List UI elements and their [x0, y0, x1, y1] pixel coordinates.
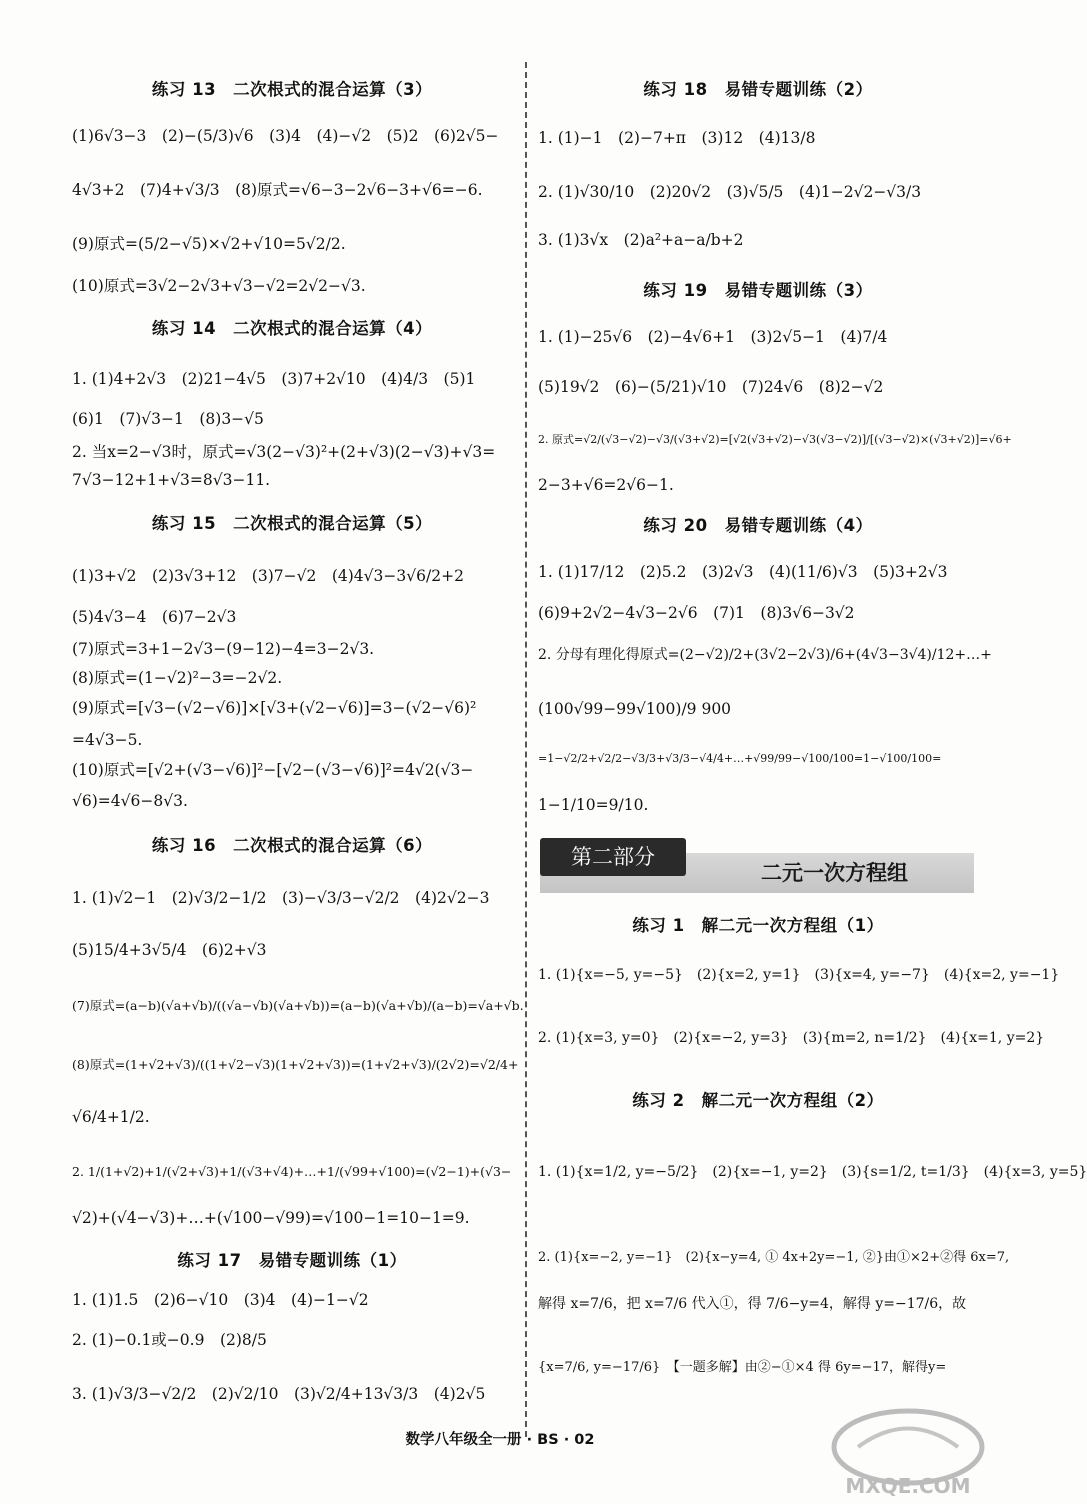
practice15-line: (9)原式=[√3−(√2−√6)]×[√3+(√2−√6)]=3−(√2−√6)²	[72, 699, 477, 717]
practice16-line: (7)原式=(a−b)(√a+√b)/((√a−√b)(√a+√b))=(a−b)(√a+√b)/(a−b)=√a+√b.	[72, 998, 524, 1013]
ex2-line: {x=7/6, y=−17/6} 【一题多解】由②−①×4 得 6y=−17，解得y=	[538, 1360, 947, 1375]
practice15-line: =4√3−5.	[72, 731, 143, 749]
practice14-line: (6)1 (7)√3−1 (8)3−√5	[72, 410, 264, 428]
ex2-line: 1. (1){x=1/2, y=−5/2} (2){x=−1, y=2} (3){s=1/2, t=1/3} (4){x=3, y=5}	[538, 1164, 1087, 1180]
part-two-banner	[538, 838, 978, 890]
practice20-line: (100√99−99√100)/9 900	[538, 700, 732, 718]
watermark-text: MXQE.COM	[845, 1474, 971, 1498]
practice17-title: 练习 17 易错专题训练（1）	[177, 1251, 407, 1270]
practice16-title: 练习 16 二次根式的混合运算（6）	[151, 836, 433, 855]
practice14-line: 1. (1)4+2√3 (2)21−4√5 (3)7+2√10 (4)4/3 (5)1	[72, 370, 476, 388]
practice13-title: 练习 13 二次根式的混合运算（3）	[151, 80, 433, 99]
ex2-line: 2. (1){x=−2, y=−1} (2){x−y=4, ① 4x+2y=−1, ②}由①×2+②得 6x=7,	[538, 1250, 1010, 1265]
practice14-line: 7√3−12+1+√3=8√3−11.	[72, 471, 271, 489]
practice15-line: (7)原式=3+1−2√3−(9−12)−4=3−2√3.	[72, 640, 375, 658]
practice19-title: 练习 19 易错专题训练（3）	[643, 281, 873, 300]
practice15-line: (1)3+√2 (2)3√3+12 (3)7−√2 (4)4√3−3√6/2+2	[72, 567, 464, 585]
column-divider	[525, 62, 527, 1437]
ex1-title: 练习 1 解二元一次方程组（1）	[632, 916, 884, 935]
practice13-line: (1)6√3−3 (2)−(5/3)√6 (3)4 (4)−√2 (5)2 (6)2√5−	[72, 127, 499, 145]
practice16-line: √6/4+1/2.	[72, 1108, 150, 1126]
practice18-line: 1. (1)−1 (2)−7+π (3)12 (4)13/8	[538, 129, 816, 147]
ex1-line: 2. (1){x=3, y=0} (2){x=−2, y=3} (3){m=2, n=1/2} (4){x=1, y=2}	[538, 1030, 1045, 1046]
practice16-line: 2. 1/(1+√2)+1/(√2+√3)+1/(√3+√4)+…+1/(√99+√100)=(√2−1)+(√3−	[72, 1164, 512, 1179]
practice13-line: (9)原式=(5/2−√5)×√2+√10=5√2/2.	[72, 235, 346, 253]
practice15-line: (10)原式=[√2+(√3−√6)]²−[√2−(√3−√6)]²=4√2(√3−	[72, 761, 474, 779]
watermark-logo-icon	[828, 1405, 988, 1500]
practice19-line: (5)19√2 (6)−(5/21)√10 (7)24√6 (8)2−√2	[538, 378, 884, 396]
practice19-line: 2−3+√6=2√6−1.	[538, 476, 674, 494]
practice13-line: 4√3+2 (7)4+√3/3 (8)原式=√6−3−2√6−3+√6=−6.	[72, 181, 483, 199]
practice18-line: 3. (1)3√x (2)a²+a−a/b+2	[538, 231, 744, 249]
practice20-line: 2. 分母有理化得原式=(2−√2)/2+(3√2−2√3)/6+(4√3−3√4)/12+…+	[538, 647, 992, 663]
practice20-line: (6)9+2√2−4√3−2√6 (7)1 (8)3√6−3√2	[538, 604, 855, 622]
practice20-line: =1−√2/2+√2/2−√3/3+√3/3−√4/4+…+√99/99−√100/100=1−√100/100=	[538, 752, 942, 765]
practice20-title: 练习 20 易错专题训练（4）	[643, 516, 873, 535]
practice16-line: (5)15/4+3√5/4 (6)2+√3	[72, 941, 267, 959]
practice16-line: 1. (1)√2−1 (2)√3/2−1/2 (3)−√3/3−√2/2 (4)2√2−3	[72, 889, 490, 907]
practice18-line: 2. (1)√30/10 (2)20√2 (3)√5/5 (4)1−2√2−√3/3	[538, 183, 922, 201]
practice19-line: 1. (1)−25√6 (2)−4√6+1 (3)2√5−1 (4)7/4	[538, 328, 888, 346]
practice19-line: 2. 原式=√2/(√3−√2)−√3/(√3+√2)=[√2(√3+√2)−√3(√3−√2)]/[(√3−√2)×(√3+√2)]=√6+	[538, 433, 1012, 446]
practice13-line: (10)原式=3√2−2√3+√3−√2=2√2−√3.	[72, 277, 366, 295]
practice17-line: 3. (1)√3/3−√2/2 (2)√2/10 (3)√2/4+13√3/3 (4)2√5	[72, 1385, 486, 1403]
practice15-title: 练习 15 二次根式的混合运算（5）	[151, 514, 433, 533]
practice18-title: 练习 18 易错专题训练（2）	[643, 80, 873, 99]
practice15-line: (8)原式=(1−√2)²−3=−2√2.	[72, 669, 283, 687]
practice15-line: √6)=4√6−8√3.	[72, 792, 188, 810]
page-footer: 数学八年级全一册 · BS · 02	[405, 1432, 595, 1448]
practice14-title: 练习 14 二次根式的混合运算（4）	[151, 319, 433, 338]
practice20-line: 1−1/10=9/10.	[538, 796, 649, 814]
ex2-line: 解得 x=7/6，把 x=7/6 代入①，得 7/6−y=4，解得 y=−17/6，故	[538, 1296, 967, 1312]
ex1-line: 1. (1){x=−5, y=−5} (2){x=2, y=1} (3){x=4, y=−7} (4){x=2, y=−1}	[538, 967, 1060, 983]
practice20-line: 1. (1)17/12 (2)5.2 (3)2√3 (4)(11/6)√3 (5)3+2√3	[538, 563, 948, 581]
practice15-line: (5)4√3−4 (6)7−2√3	[72, 608, 237, 626]
practice17-line: 1. (1)1.5 (2)6−√10 (3)4 (4)−1−√2	[72, 1291, 369, 1309]
part-topic: 二元一次方程组	[761, 861, 908, 885]
practice16-line: √2)+(√4−√3)+…+(√100−√99)=√100−1=10−1=9.	[72, 1209, 470, 1227]
part-label: 第二部分	[540, 838, 686, 876]
ex2-title: 练习 2 解二元一次方程组（2）	[632, 1091, 884, 1110]
practice14-line: 2. 当x=2−√3时，原式=√3(2−√3)²+(2+√3)(2−√3)+√3=	[72, 443, 496, 461]
practice16-line: (8)原式=(1+√2+√3)/((1+√2−√3)(1+√2+√3))=(1+√2+√3)/(2√2)=√2/4+	[72, 1057, 519, 1072]
practice17-line: 2. (1)−0.1或−0.9 (2)8/5	[72, 1331, 267, 1349]
